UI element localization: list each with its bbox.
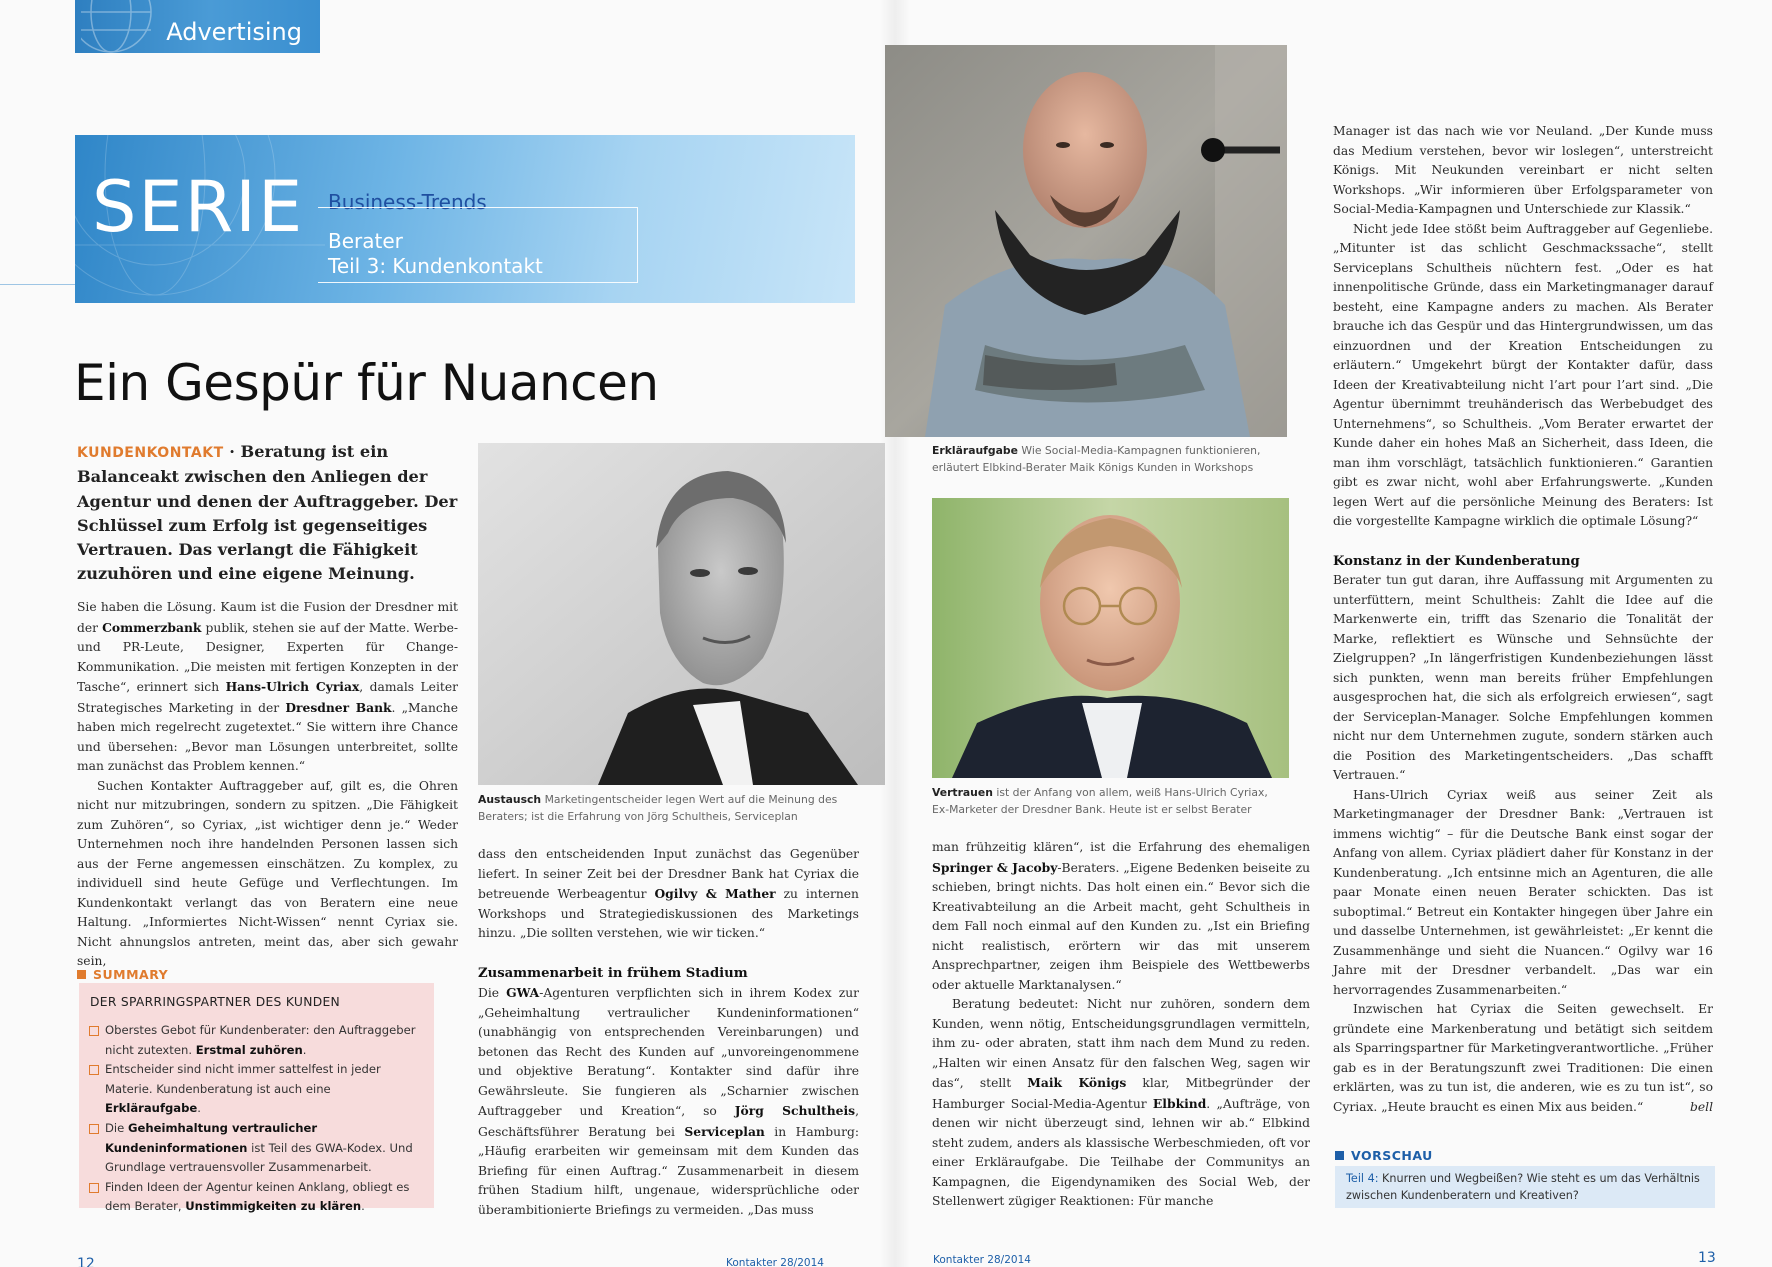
author-sign: bell [1689,1099,1713,1114]
caption-text: Wie Social-Media-Kampagnen funktionieren, erläutert Elbkind-Berater Maik Königs Kunden in Workshops [932,444,1261,474]
section-tab-label: Advertising [166,18,302,46]
summary-item: Entscheider sind nicht immer sattelfest in jeder Materie. Kundenberatung ist auch eine Erkläraufgabe. [89,1060,425,1119]
series-topic: Berater [328,229,403,253]
square-bullet-icon [1335,1151,1344,1160]
photo-caption [932,784,1287,818]
preview-part: Teil 4: [1346,1172,1379,1185]
portrait-image [932,498,1289,778]
checkbox-icon [89,1124,99,1134]
checkbox-icon [89,1026,99,1036]
page-number-right: 13 [1698,1250,1716,1266]
paragraph: Beratung bedeutet: Nicht nur zuhören, sondern dem Kunden, wenn nötig, Entscheidungsgrundlagen vermitteln, ihm zu- oder abraten, statt ihm nach dem Mund zu reden. „Halten wir einen Ansatz für den falschen Weg, sagen wir das“, stellt Maik Königs klar, Mitbegründer der Hamburger Social-Media-Agentur Elbkind. „Aufträge, von denen wir nicht überzeugt sind, lehnen wir ab.“ Elbkind steht zudem, anders als klassische Werbeschmieden, oft vor einer Erkläraufgabe. Die Teilhabe der Communitys an Kampagnen, die Eigendynamiken des Social Web, der Stellenwert zügiger Reaktionen: Für manche [932,997,1310,1208]
summary-heading: SUMMARY [77,967,168,982]
paragraph: dass den entscheidenden Input zunächst das Gegenüber liefert. In seiner Zeit bei der Dresdner Bank hat Cyriax die betreuende Werbeagentur Ogilvy & Mather zu internen Workshops und Strategiediskussionen des Marketings hinzu. „Die sollten verstehen, wie wir ticken.“ [478,847,859,940]
caption-text: ist der Anfang von allem, weiß Hans-Ulrich Cyriax, Ex-Marketer der Dresdner Bank. Heute ist er selbst Berater [932,786,1268,816]
paragraph: Inzwischen hat Cyriax die Seiten gewechselt. Er gründete eine Markenberatung und betätigt sich seitdem als Sparringspartner für Marketingverantwortliche. „Früher gab es in der Beratungszunft zwei Traditionen: Die einen erklärten, was zu tun ist, die anderen, wie es zu tun ist“, so Cyriax. „Heute braucht es einen Mix aus beiden.“ bell [1333,1000,1713,1117]
folio-left: Kontakter 28/2014 [726,1257,824,1267]
series-part: Teil 3: Kundenkontakt [328,254,543,278]
preview-text: Teil 4: Knurren und Wegbeißen? Wie steht es um das Verhältnis zwischen Kundenberatern und Kreativen? [1346,1172,1700,1202]
series-label: SERIE [92,166,305,248]
photo-caption [478,791,885,825]
checkbox-icon [89,1065,99,1075]
caption-title: Vertrauen [932,786,993,799]
paragraph: Nicht jede Idee stößt beim Auftraggeber auf Gegenliebe. „Mitunter ist das schlicht Geschmackssache“, stellt Serviceplans Schultheis nüchtern fest. „Oder es hat innenpolitische Gründe, dass ein Marketingmanager darauf besteht, eine Kampagne anders zu machen. Als Berater brauche ich das Gespür und das Hintergrundwissen, um das einzuordnen und der Kreation Entscheidungen zu erläutern.“ Umgekehrt bürgt der Kontakter dafür, dass Ideen der Kreativabteilung nicht l’art pour l’art sind. „Die Agentur übernimmt treuhänderisch das Werbebudget des Unternehmens“, so Schultheis. „Vom Berater erwartet der Kunde daher ein hohes Maß an Sicherheit, dass Ideen, die man ihm vorschlägt, tatsächlich funktionieren.“ Garantien gibt es zwar nicht, wohl aber Erfahrungswerte. „Kunden legen Wert auf die persönliche Meinung des Beraters: Ist die vorgestellte Kampagne wirklich die optimale Lösung?“ [1333,221,1713,528]
paragraph: man frühzeitig klären“, ist die Erfahrung des ehemaligen Springer & Jacoby-Beraters. „Eigene Bedenken beiseite zu schieben, bringt nichts. Das holt einen ein.“ Bevor sich die Kreativabteilung an die Arbeit macht, geht Schultheis in dem Fall noch einmal auf den Kunden zu. „Ist ein Briefing nicht realistisch, erörtern wir das mit unserem Ansprechpartner, zeigen ihm Beispiele des Wettbewerbs oder aktuelle Marktanalysen.“ [932,840,1310,992]
column-2 [478,845,859,1220]
section-tab [75,0,320,53]
checkbox-icon [89,1183,99,1193]
column-3 [932,838,1310,1212]
summary-item: Die Geheimhaltung vertraulicher Kundeninformationen ist Teil des GWA-Kodex. Und Grundlage vertrauensvoller Zusammenarbeit. [89,1119,425,1178]
intro-kicker: KUNDENKONTAKT [77,445,224,461]
article-intro [77,440,467,587]
summary-item: Oberstes Gebot für Kundenberater: den Auftraggeber nicht zutexten. Erstmal zuhören. [89,1021,425,1060]
article-headline: Ein Gespür für Nuancen [74,354,659,412]
square-bullet-icon [77,970,86,979]
folio-right: Kontakter 28/2014 [933,1254,1031,1266]
series-category: Business-Trends [328,190,487,214]
paragraph: Manager ist das nach wie vor Neuland. „Der Kunde muss das Medium verstehen, bevor wir loslegen“, unterstreicht Königs. Mit Neukunden vereinbart er nicht selten Workshops. „Wir informieren über Erfolgsparameter von Social-Media-Kampagnen und Unterschiede zur Klassik.“ [1333,124,1713,216]
column-4 [1333,122,1713,1117]
paragraph: Berater tun gut daran, ihre Auffassung mit Argumenten zu unterfüttern, meint Schultheis: Zahlt die Idee auf die Markenwerte ein, trifft das Szenario die Tonalität der Marke, reflektiert es Wünsche und Sehnsüchte der Zielgruppen? „In längerfristigen Kundenbeziehungen lässt sich punkten, wenn man bereits früher Empfehlungen ausgesprochen hat, die sich als erfolgreich erwiesen“, sagt der Serviceplan-Manager. Solche Empfehlungen kommen nicht nur dem Unternehmen zugute, sondern stärken auch die Position des Marketingentscheiders. „Das schafft Vertrauen.“ [1333,573,1713,782]
summary-item: Finden Ideen der Agentur keinen Anklang, obliegt es dem Berater, Unstimmigkeiten zu klären. [89,1178,425,1217]
photo-joerg-schultheis [478,443,885,785]
portrait-image [885,45,1287,437]
photo-hans-ulrich-cyriax [932,498,1289,778]
photo-maik-koenigs [885,45,1287,437]
intro-text: Beratung ist ein Balanceakt zwischen den Anliegen der Agentur und denen der Auftraggeber. Der Schlüssel zum Erfolg ist gegenseitiges Vertrauen. Das verlangt die Fähigkeit zuzuhören und eine eigene Meinung. [77,442,458,584]
caption-title: Erkläraufgabe [932,444,1018,457]
caption-title: Austausch [478,793,542,806]
globe-icon [81,0,171,53]
subheading: Konstanz in der Kundenberatung [1333,553,1580,569]
caption-text: Marketingentscheider legen Wert auf die Meinung des Beraters; ist die Erfahrung von Jörg Schultheis, Serviceplan [478,793,838,823]
portrait-image [478,443,885,785]
summary-title: DER SPARRINGSPARTNER DES KUNDEN [90,995,341,1009]
preview-heading: VORSCHAU [1335,1148,1433,1163]
paragraph: Hans-Ulrich Cyriax weiß aus seiner Zeit als Marketingmanager der Dresdner Bank: „Vertrauen ist immens wichtig“ – für die Deutsche Bank einst sogar der Anfang von allem. Cyriax plädiert daher für Konstanz in der Kundenberatung. „Ich entsinne mich an Agenturen, die alle paar Monate einen neuen Berater schickten. Das ist suboptimal.“ Betreut ein Kontakter hingegen über Jahre ein und dasselbe Unternehmen, ist gewährleistet: „Er kennt die Zusammenhänge und sieht die Nuancen.“ Ogilvy war 16 Jahre mit der Dresdner verbandelt. „Das war ein hervorragendes Zusammenarbeiten.“ [1333,787,1713,997]
subheading: Zusammenarbeit in frühem Stadium [478,965,748,981]
paragraph: Sie haben die Lösung. Kaum ist die Fusion der Dresdner mit der Commerzbank publik, stehen sie auf der Matte. Werbe- und PR-Leute, Designer, Experten für Change-Kommunikation. „Die meisten mit fertigen Konzepten in der Tasche“, erinnert sich Hans-Ulrich Cyriax, damals Leiter Strategisches Marketing in der Dresdner Bank. „Manche haben mich regelrecht zugetextet.“ Sie wittern ihre Chance und übersehen: „Bevor man Lösungen unterbreitet, sollte man zunächst das Problem kennen.“ [77,600,459,773]
intro-separator: · [223,442,241,461]
paragraph: Die GWA-Agenturen verpflichten sich in ihrem Kodex zur „Geheimhaltung vertraulicher Kundeninformationen“ (unabhängig von entsprechenden Vereinbarungen) und betonen das Recht des Kunden auf „unvoreingenommene und objektive Beratung“. Kontakter sind dafür ihre Gewährsleute. Sie fungieren als „Scharnier zwischen Auftraggeber und Kreation“, so Jörg Schultheis, Geschäftsführer Beratung bei Serviceplan in Hamburg: „Häufig erarbeiten wir gemeinsam mit dem Kunden das Briefing für einen Auftrag.“ Zusammenarbeit in diesem frühen Stadium hilft, ungenaue, widersprüchliche oder überambitionierte Briefings zu vermeiden. „Das muss [478,985,859,1217]
page-number-left: 12 [77,1256,95,1267]
column-1 [77,598,458,972]
photo-caption [932,442,1282,476]
divider [0,284,75,285]
summary-list [89,1021,425,1217]
paragraph: Suchen Kontakter Auftraggeber auf, gilt es, die Ohren nicht nur mitzubringen, sondern zu spitzen. „Die Fähigkeit zum Zuhören“, so Cyriax, „ist wichtiger denn je.“ Weder Unternehmen noch ihre handelnden Personen lassen sich aus der Ferne angemessen einschätzen. Zu komplex, zu individuell sind heute Gefüge und Verflechtungen. Im Kundenkontakt verlangt das von Beratern eine neue Haltung. „Informiertes Nicht-Wissen“ nennt Cyriax sie. Nicht ahnungslos antreten, meint das, aber sich gewahr sein, [77,778,458,968]
